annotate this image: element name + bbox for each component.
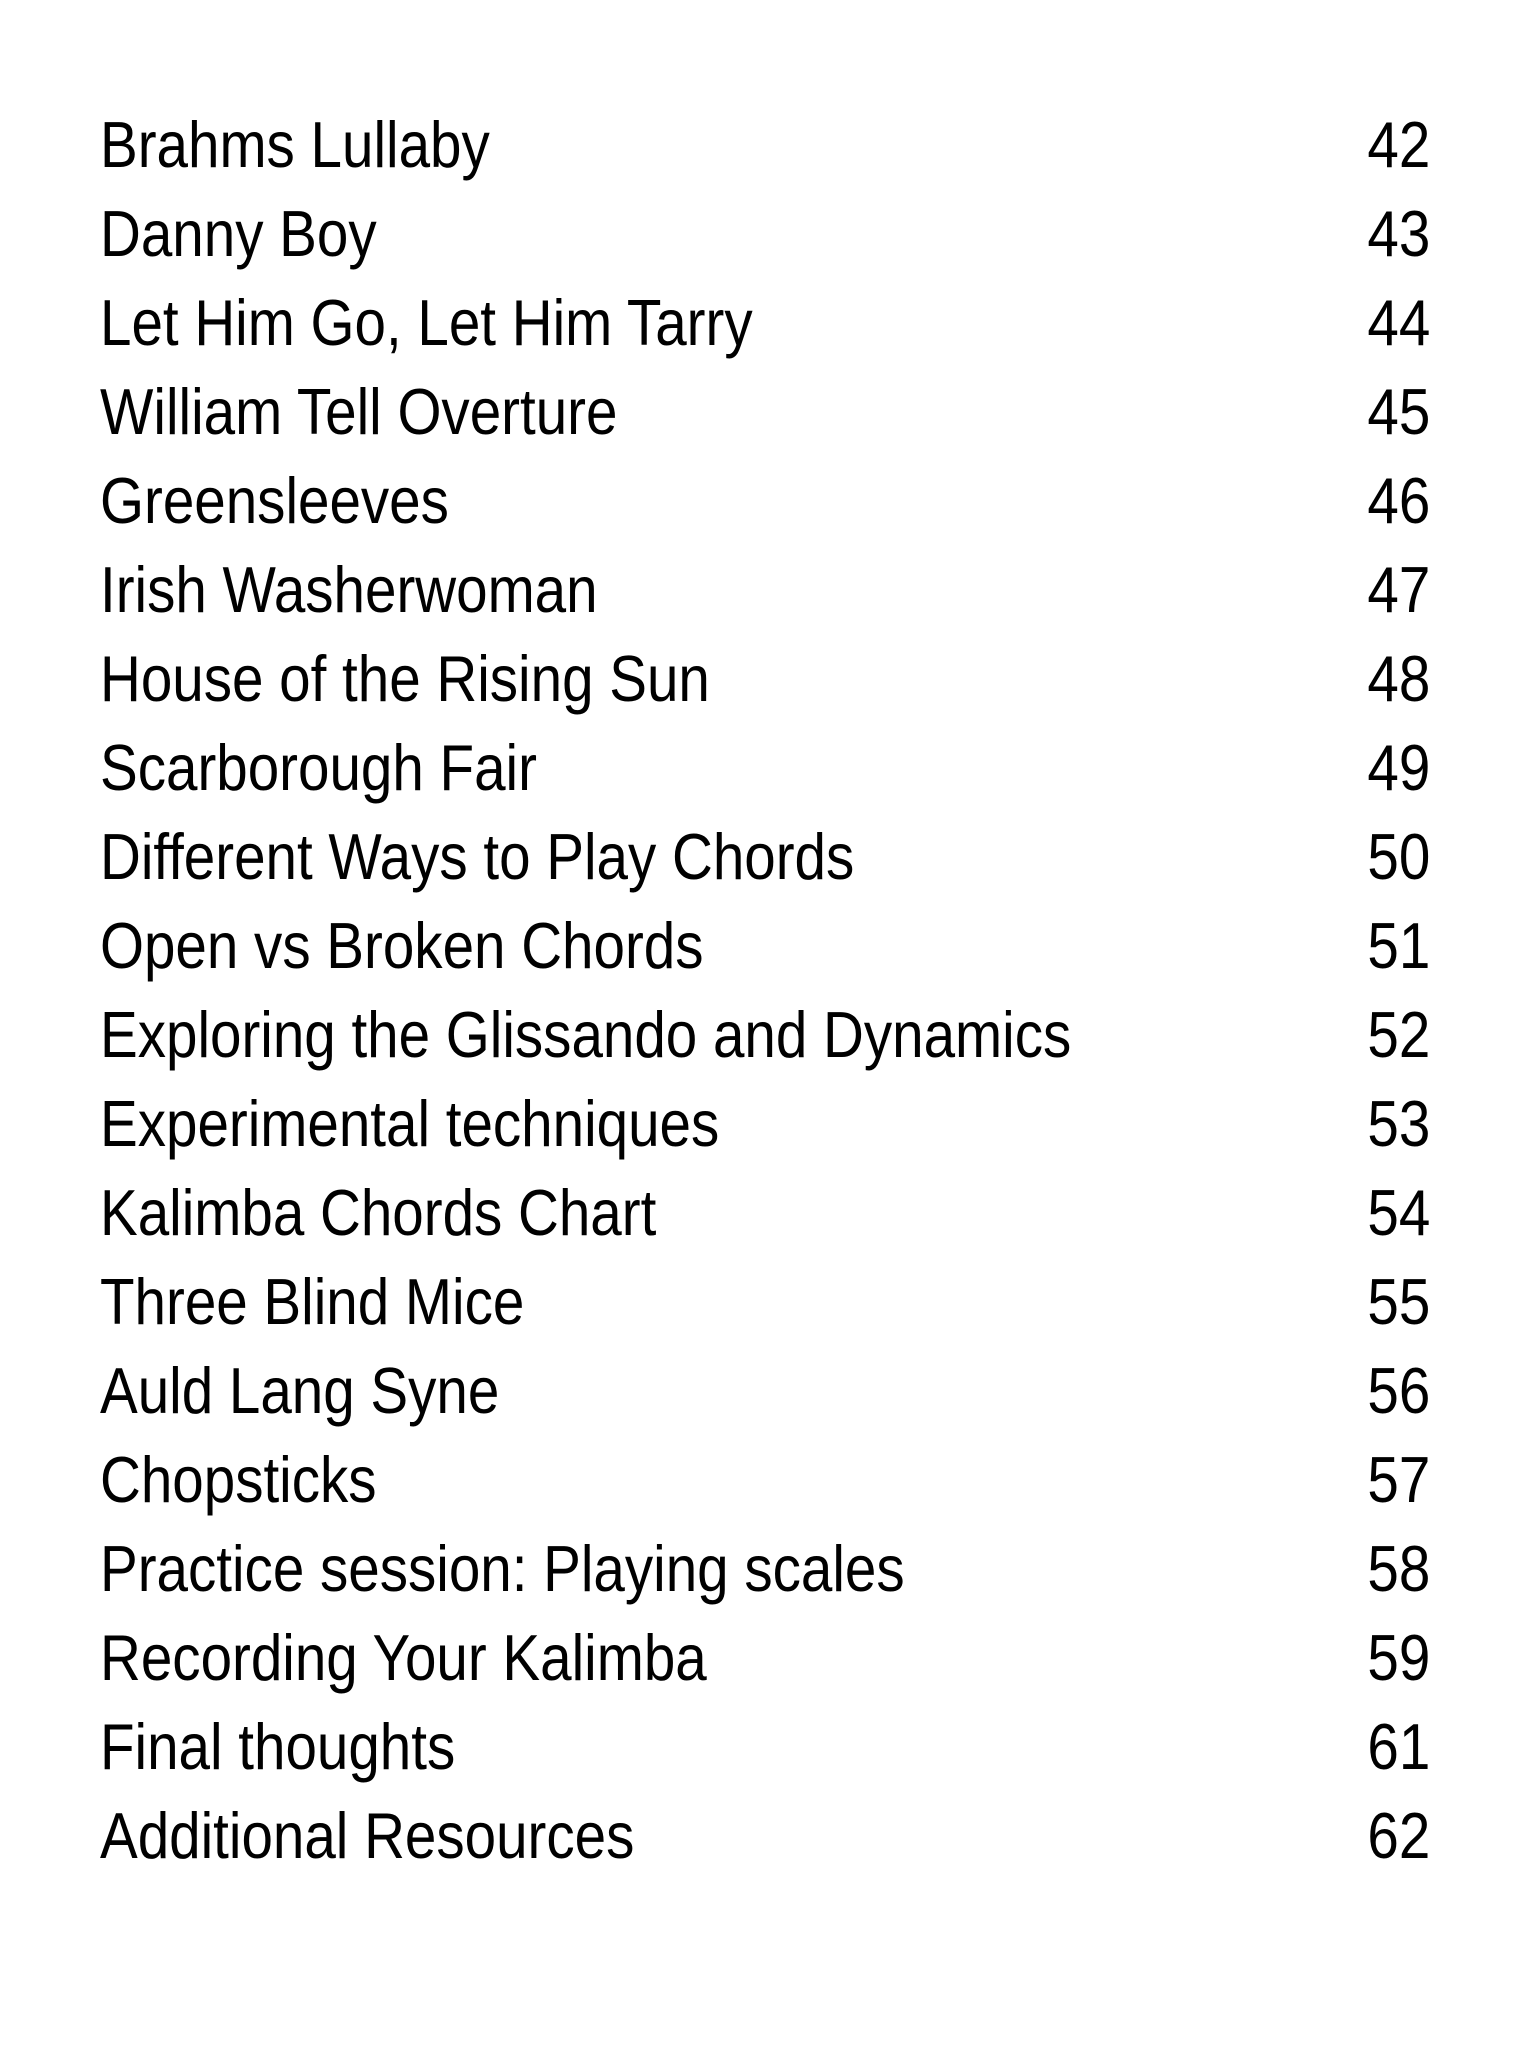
toc-entry-title: William Tell Overture [100, 375, 618, 448]
toc-row [100, 278, 1430, 367]
toc-row [100, 1524, 1430, 1613]
toc-row [100, 1346, 1430, 1435]
toc-entry-page-number: 62 [1367, 1799, 1430, 1872]
toc-entry-page-number: 61 [1367, 1710, 1430, 1783]
toc-row [100, 901, 1430, 990]
toc-entry-title: Recording Your Kalimba [100, 1621, 707, 1694]
toc-entry-title: Kalimba Chords Chart [100, 1176, 657, 1249]
toc-entry-title: Chopsticks [100, 1443, 377, 1516]
toc-entry-title: Three Blind Mice [100, 1265, 525, 1338]
toc-entry-title: Irish Washerwoman [100, 553, 598, 626]
toc-entry-title: Experimental techniques [100, 1087, 720, 1160]
toc-entry-page-number: 52 [1367, 998, 1430, 1071]
toc-entry-page-number: 49 [1367, 731, 1430, 804]
toc-row [100, 367, 1430, 456]
toc-entry-page-number: 45 [1367, 375, 1430, 448]
toc-row [100, 723, 1430, 812]
toc-row [100, 1613, 1430, 1702]
toc-entry-title: Final thoughts [100, 1710, 456, 1783]
toc-row [100, 1257, 1430, 1346]
toc-row [100, 1168, 1430, 1257]
toc-entry-page-number: 48 [1367, 642, 1430, 715]
toc-row [100, 189, 1430, 278]
toc-row [100, 1791, 1430, 1880]
toc-entry-page-number: 56 [1367, 1354, 1430, 1427]
toc-entry-page-number: 44 [1367, 286, 1430, 359]
toc-entry-page-number: 46 [1367, 464, 1430, 537]
toc-entry-page-number: 50 [1367, 820, 1430, 893]
toc-entry-page-number: 43 [1367, 197, 1430, 270]
toc-entry-page-number: 47 [1367, 553, 1430, 626]
toc-entry-page-number: 58 [1367, 1532, 1430, 1605]
toc-entry-title: Open vs Broken Chords [100, 909, 704, 982]
toc-row [100, 634, 1430, 723]
toc-entry-title: Let Him Go, Let Him Tarry [100, 286, 753, 359]
toc-entry-title: Danny Boy [100, 197, 377, 270]
toc-row [100, 812, 1430, 901]
toc-row [100, 456, 1430, 545]
toc-entry-title: Greensleeves [100, 464, 449, 537]
toc-entry-page-number: 53 [1367, 1087, 1430, 1160]
toc-entry-page-number: 54 [1367, 1176, 1430, 1249]
toc-row [100, 1435, 1430, 1524]
toc-entry-page-number: 51 [1367, 909, 1430, 982]
toc-entry-title: Exploring the Glissando and Dynamics [100, 998, 1072, 1071]
toc-entry-title: Practice session: Playing scales [100, 1532, 905, 1605]
toc-entry-title: House of the Rising Sun [100, 642, 710, 715]
toc-row [100, 100, 1430, 189]
toc-row [100, 1079, 1430, 1168]
toc-entry-page-number: 57 [1367, 1443, 1430, 1516]
toc-row [100, 545, 1430, 634]
toc-entry-title: Auld Lang Syne [100, 1354, 500, 1427]
toc-entry-title: Additional Resources [100, 1799, 635, 1872]
toc-entry-page-number: 42 [1367, 108, 1430, 181]
toc-row [100, 990, 1430, 1079]
toc-row [100, 1702, 1430, 1791]
toc-entry-title: Scarborough Fair [100, 731, 537, 804]
toc-entry-page-number: 59 [1367, 1621, 1430, 1694]
toc-entry-title: Brahms Lullaby [100, 108, 490, 181]
toc-entry-title: Different Ways to Play Chords [100, 820, 855, 893]
toc-entry-page-number: 55 [1367, 1265, 1430, 1338]
